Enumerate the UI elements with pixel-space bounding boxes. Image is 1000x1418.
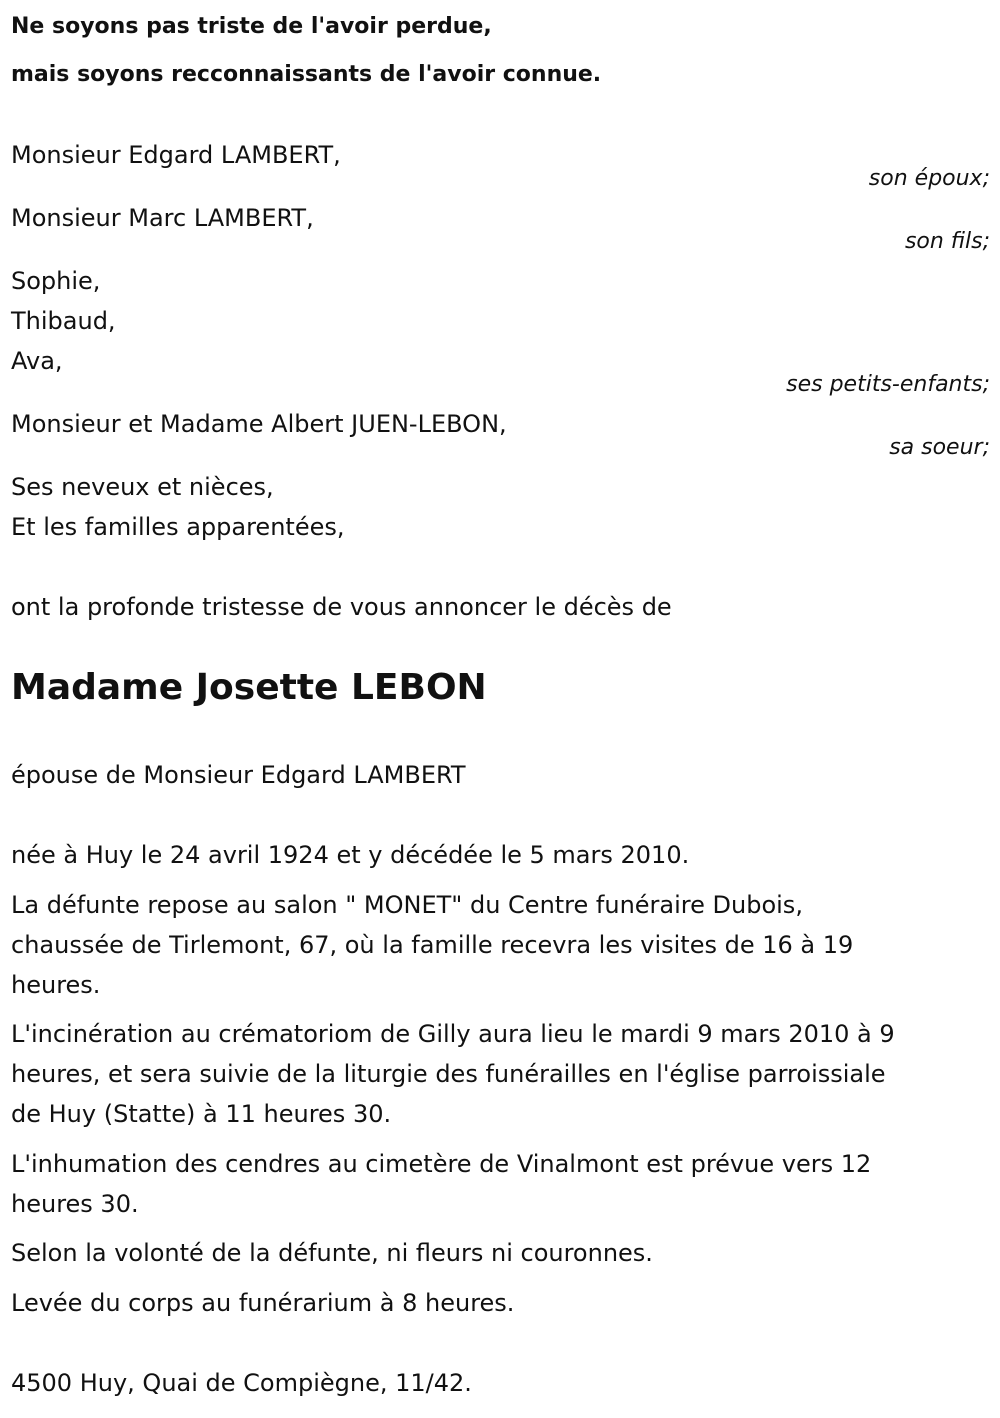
relation-son: son fils;: [904, 229, 990, 254]
family-name-marc: Monsieur Marc LAMBERT,: [11, 204, 314, 232]
family-name-sophie: Sophie,: [11, 267, 101, 295]
family-name-thibaud: Thibaud,: [11, 307, 116, 335]
deceased-name: Madame Josette LEBON: [11, 667, 487, 708]
announcement: ont la profonde tristesse de vous annoncer le décès de: [11, 593, 672, 621]
levee-line: Levée du corps au funérarium à 8 heures.: [11, 1289, 515, 1317]
inhumation-line-2: heures 30.: [11, 1190, 139, 1218]
address-line: 4500 Huy, Quai de Compiègne, 11/42.: [11, 1369, 472, 1397]
incineration-line-2: heures, et sera suivie de la liturgie des funérailles en l'église parroissiale: [11, 1060, 886, 1088]
family-name-families: Et les familles apparentées,: [11, 513, 345, 541]
family-name-ava: Ava,: [11, 347, 63, 375]
family-name-juen-lebon: Monsieur et Madame Albert JUEN-LEBON,: [11, 410, 507, 438]
family-name-nephews: Ses neveux et nièces,: [11, 473, 274, 501]
repose-line-1: La défunte repose au salon " MONET" du Centre funéraire Dubois,: [11, 891, 803, 919]
repose-line-3: heures.: [11, 971, 101, 999]
relation-grandchildren: ses petits-enfants;: [786, 372, 990, 397]
birth-death-line: née à Huy le 24 avril 1924 et y décédée le 5 mars 2010.: [11, 841, 690, 869]
relation-spouse: son époux;: [868, 166, 990, 191]
inhumation-line-1: L'inhumation des cendres au cimetère de Vinalmont est prévue vers 12: [11, 1150, 872, 1178]
repose-line-2: chaussée de Tirlemont, 67, où la famille recevra les visites de 16 à 19: [11, 931, 854, 959]
spouse-line: épouse de Monsieur Edgard LAMBERT: [11, 761, 466, 789]
epigraph-line-1: Ne soyons pas triste de l'avoir perdue,: [11, 14, 492, 39]
family-name-edgard: Monsieur Edgard LAMBERT,: [11, 141, 341, 169]
flowers-line: Selon la volonté de la défunte, ni fleurs ni couronnes.: [11, 1239, 653, 1267]
incineration-line-3: de Huy (Statte) à 11 heures 30.: [11, 1100, 392, 1128]
incineration-line-1: L'incinération au crématoriom de Gilly aura lieu le mardi 9 mars 2010 à 9: [11, 1020, 895, 1048]
relation-sister: sa soeur;: [889, 435, 990, 460]
epigraph-line-2: mais soyons recconnaissants de l'avoir connue.: [11, 62, 602, 87]
